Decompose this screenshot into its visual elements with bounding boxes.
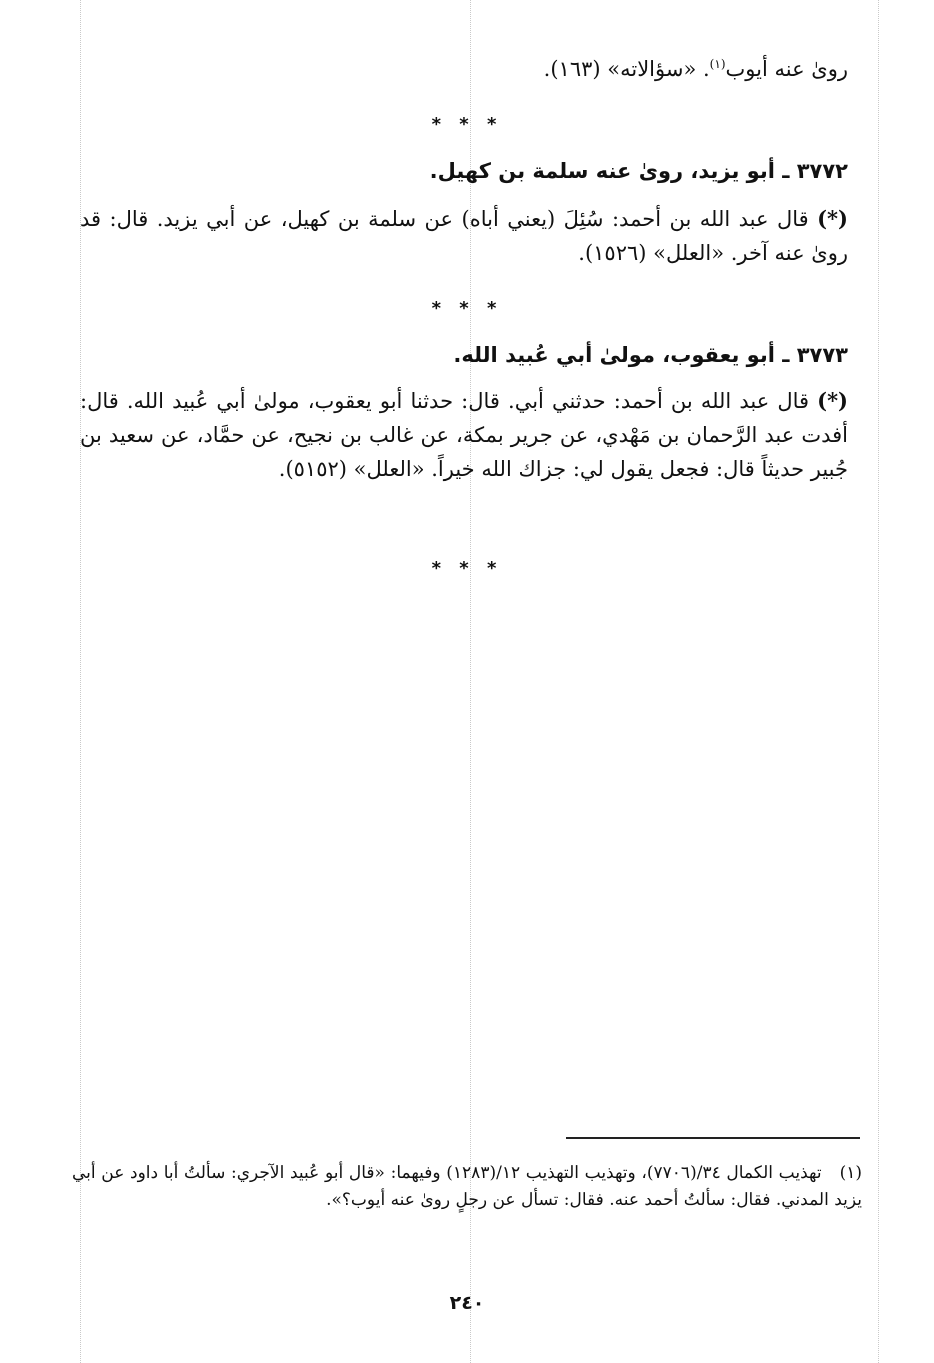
footnote-number: (١) xyxy=(839,1163,863,1183)
intro-text: روىٰ عنه أيوب xyxy=(725,57,848,81)
footnote-rule xyxy=(566,1137,860,1139)
scan-guide-line xyxy=(878,0,879,1363)
section-separator: * * * xyxy=(431,114,503,135)
entry-heading: ٣٧٧٣ ـ أبو يعقوب، مولىٰ أبي عُبيد الله. xyxy=(453,343,848,367)
entry-lead-marker: (*) xyxy=(817,206,848,231)
intro-citation: . «سؤالاته» (١٦٣). xyxy=(543,57,710,81)
footnote xyxy=(72,1160,862,1214)
section-separator: * * * xyxy=(431,298,503,319)
footnote-text: تهذيب الكمال ٣٤/(٧٧٠٦)، وتهذيب التهذيب ١٢/(١٢٨٣) وفيهما: «قال أبو عُبيد الآجري: سألتُ أبا داود عن أبي يزيد المدني. فقال: سألتُ أحمد عنه. فقال: تسأل عن رجلٍ روىٰ عنه أيوب؟». xyxy=(72,1163,862,1210)
entry-text: قال عبد الله بن أحمد: حدثني أبي. قال: حدثنا أبو يعقوب، مولىٰ أبي عُبيد الله. قال: أفدت عبد الرَّحمان بن مَهْدي، عن جرير بمكة، عن غالب بن نجيح، عن حمَّاد، عن سعيد بن جُبير حديثاً قال: فجعل يقول لي: جزاك الله خيراً. «العلل» (٥١٥٢). xyxy=(80,389,848,481)
footnote-reference: (١) xyxy=(709,57,726,71)
entry-lead-marker: (*) xyxy=(817,388,848,413)
entry-text: قال عبد الله بن أحمد: سُئِلَ (يعني أباه) عن سلمة بن كهيل، عن أبي يزيد. قال: قد روىٰ عنه آخر. «العلل» (١٥٢٦). xyxy=(80,207,848,265)
intro-line xyxy=(80,52,848,86)
entry-body xyxy=(80,384,848,486)
entry-heading: ٣٧٧٢ ـ أبو يزيد، روىٰ عنه سلمة بن كهيل. xyxy=(429,159,848,183)
entry-body xyxy=(80,202,848,270)
page-number: ٢٤٠ xyxy=(449,1292,485,1314)
section-separator: * * * xyxy=(431,558,503,579)
